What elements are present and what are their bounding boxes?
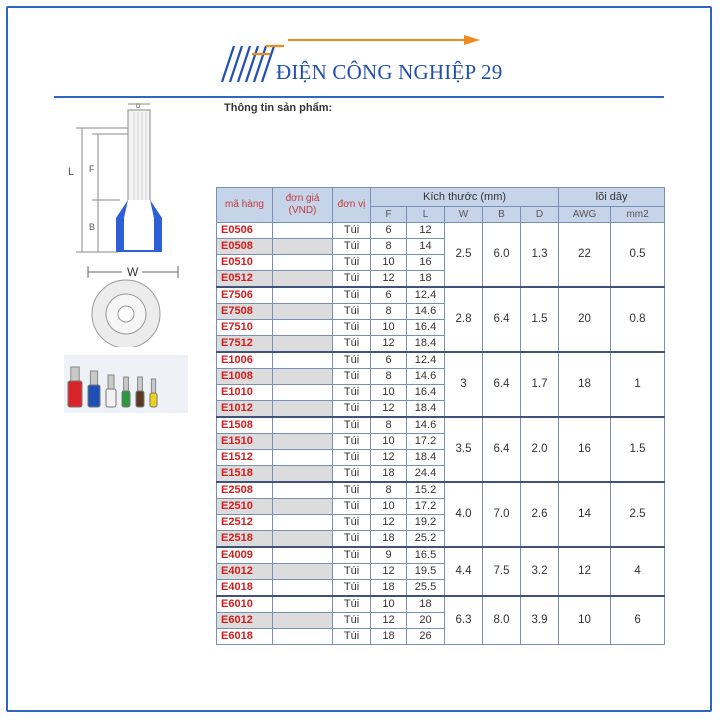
- unit: Túi: [333, 385, 371, 401]
- label-B: B: [89, 222, 96, 232]
- dim-D: 2.0: [521, 417, 559, 482]
- product-code: E4018: [217, 580, 273, 597]
- dim-W: 4.0: [445, 482, 483, 547]
- dim-F: 18: [371, 629, 407, 645]
- dim-L: 19.2: [407, 515, 445, 531]
- unit-price: [273, 352, 333, 369]
- unit-price: [273, 336, 333, 353]
- header-unit: đơn vị: [333, 188, 371, 223]
- unit-price: [273, 369, 333, 385]
- wire-awg: 18: [559, 352, 611, 417]
- dim-F: 10: [371, 499, 407, 515]
- dim-L: 14.6: [407, 417, 445, 434]
- dim-L: 24.4: [407, 466, 445, 483]
- dim-L: 26: [407, 629, 445, 645]
- unit: Túi: [333, 369, 371, 385]
- ferrule-top-view: [78, 262, 188, 347]
- dim-F: 12: [371, 401, 407, 418]
- unit: Túi: [333, 401, 371, 418]
- dim-F: 6: [371, 287, 407, 304]
- dim-F: 12: [371, 271, 407, 288]
- dim-W: 3: [445, 352, 483, 417]
- unit: Túi: [333, 596, 371, 613]
- dim-L: 18.4: [407, 401, 445, 418]
- dim-L: 18.4: [407, 450, 445, 466]
- unit: Túi: [333, 239, 371, 255]
- ferrule-sleeve: [88, 385, 100, 407]
- table-row: [217, 417, 665, 434]
- unit: Túi: [333, 547, 371, 564]
- product-code: E6018: [217, 629, 273, 645]
- product-code: E7506: [217, 287, 273, 304]
- dim-W: 2.8: [445, 287, 483, 352]
- dim-D: 1.7: [521, 352, 559, 417]
- unit-price: [273, 417, 333, 434]
- dim-L: 20: [407, 613, 445, 629]
- product-code: E1006: [217, 352, 273, 369]
- dim-F: 6: [371, 352, 407, 369]
- unit-price: [273, 499, 333, 515]
- wire-awg: 10: [559, 596, 611, 645]
- unit: Túi: [333, 223, 371, 239]
- label-W: W: [127, 265, 139, 279]
- spec-table: [216, 187, 665, 645]
- dim-L: 14: [407, 239, 445, 255]
- dim-L: 15.2: [407, 482, 445, 499]
- dim-B: 6.4: [483, 287, 521, 352]
- product-code: E2518: [217, 531, 273, 548]
- product-code: E4012: [217, 564, 273, 580]
- unit: Túi: [333, 515, 371, 531]
- dim-F: 10: [371, 434, 407, 450]
- table-row: [217, 287, 665, 304]
- product-code: E0506: [217, 223, 273, 239]
- wire-mm2: 6: [611, 596, 665, 645]
- unit: Túi: [333, 499, 371, 515]
- dim-D: 1.3: [521, 223, 559, 288]
- unit-price: [273, 466, 333, 483]
- dim-L: 18.4: [407, 336, 445, 353]
- product-code: E1508: [217, 417, 273, 434]
- dim-F: 12: [371, 564, 407, 580]
- product-code: E7508: [217, 304, 273, 320]
- wire-awg: 14: [559, 482, 611, 547]
- unit-price: [273, 434, 333, 450]
- dim-W: 2.5: [445, 223, 483, 288]
- product-code: E6010: [217, 596, 273, 613]
- dim-L: 16.4: [407, 385, 445, 401]
- wire-mm2: 0.5: [611, 223, 665, 288]
- unit-price: [273, 531, 333, 548]
- dim-L: 14.6: [407, 304, 445, 320]
- dim-L: 17.2: [407, 499, 445, 515]
- dim-L: 16.5: [407, 547, 445, 564]
- dim-F: 12: [371, 515, 407, 531]
- dim-F: 10: [371, 320, 407, 336]
- unit-price: [273, 547, 333, 564]
- dim-L: 18: [407, 596, 445, 613]
- product-code: E1518: [217, 466, 273, 483]
- unit-price: [273, 596, 333, 613]
- table-row: [217, 547, 665, 564]
- header-awg: AWG: [559, 207, 611, 223]
- unit: Túi: [333, 352, 371, 369]
- divider: [54, 96, 664, 98]
- unit-price: [273, 287, 333, 304]
- label-L: L: [68, 166, 75, 178]
- ferrule-sleeve: [68, 381, 82, 407]
- dim-F: 6: [371, 223, 407, 239]
- unit: Túi: [333, 417, 371, 434]
- dim-F: 8: [371, 417, 407, 434]
- dim-L: 16: [407, 255, 445, 271]
- product-code: E0512: [217, 271, 273, 288]
- dim-D: 3.2: [521, 547, 559, 596]
- header-mm2: mm2: [611, 207, 665, 223]
- wire-mm2: 1.5: [611, 417, 665, 482]
- dim-F: 8: [371, 369, 407, 385]
- product-code: E2508: [217, 482, 273, 499]
- dim-D: 1.5: [521, 287, 559, 352]
- dim-W: 4.4: [445, 547, 483, 596]
- product-code: E7512: [217, 336, 273, 353]
- dim-L: 18: [407, 271, 445, 288]
- label-D: D: [136, 104, 141, 110]
- unit-price: [273, 401, 333, 418]
- unit: Túi: [333, 434, 371, 450]
- dim-D: 2.6: [521, 482, 559, 547]
- unit: Túi: [333, 564, 371, 580]
- unit-price: [273, 580, 333, 597]
- unit-price: [273, 255, 333, 271]
- unit-price: [273, 629, 333, 645]
- dim-B: 6.4: [483, 417, 521, 482]
- label-F: F: [89, 164, 95, 174]
- dim-B: 7.0: [483, 482, 521, 547]
- dim-F: 18: [371, 466, 407, 483]
- dim-L: 25.5: [407, 580, 445, 597]
- dim-L: 12: [407, 223, 445, 239]
- table-row: [217, 352, 665, 369]
- unit-price: [273, 385, 333, 401]
- unit-price: [273, 482, 333, 499]
- ferrule-sleeve: [122, 391, 130, 407]
- ferrule-sleeve: [106, 389, 116, 407]
- table-row: [217, 596, 665, 613]
- dim-L: 12.4: [407, 287, 445, 304]
- table-row: [217, 223, 665, 239]
- product-code: E0508: [217, 239, 273, 255]
- unit: Túi: [333, 466, 371, 483]
- unit: Túi: [333, 580, 371, 597]
- dim-F: 8: [371, 482, 407, 499]
- dim-F: 8: [371, 304, 407, 320]
- dim-F: 8: [371, 239, 407, 255]
- dim-W: 3.5: [445, 417, 483, 482]
- wire-awg: 22: [559, 223, 611, 288]
- dim-F: 10: [371, 255, 407, 271]
- dim-F: 18: [371, 531, 407, 548]
- table-row: [217, 482, 665, 499]
- dim-B: 6.4: [483, 352, 521, 417]
- header-size-group: Kích thước (mm): [371, 188, 559, 207]
- dim-D: 3.9: [521, 596, 559, 645]
- header-D: D: [521, 207, 559, 223]
- ferrule-sleeve: [150, 393, 157, 407]
- product-code: E1008: [217, 369, 273, 385]
- dim-F: 12: [371, 613, 407, 629]
- unit: Túi: [333, 629, 371, 645]
- unit-price: [273, 450, 333, 466]
- product-code: E6012: [217, 613, 273, 629]
- header-wire-group: lõi dây: [559, 188, 665, 207]
- unit: Túi: [333, 287, 371, 304]
- dim-L: 14.6: [407, 369, 445, 385]
- dim-F: 9: [371, 547, 407, 564]
- dim-L: 16.4: [407, 320, 445, 336]
- wire-mm2: 0.8: [611, 287, 665, 352]
- dim-F: 12: [371, 336, 407, 353]
- dim-L: 25.2: [407, 531, 445, 548]
- unit-price: [273, 613, 333, 629]
- unit-price: [273, 320, 333, 336]
- unit: Túi: [333, 255, 371, 271]
- unit-price: [273, 515, 333, 531]
- unit-price: [273, 223, 333, 239]
- spec-table-body: [217, 223, 665, 645]
- dim-F: 18: [371, 580, 407, 597]
- product-code: E2510: [217, 499, 273, 515]
- wire-mm2: 1: [611, 352, 665, 417]
- unit-price: [273, 239, 333, 255]
- section-title: Thông tin sản phẩm:: [224, 102, 333, 114]
- unit: Túi: [333, 450, 371, 466]
- product-code: E4009: [217, 547, 273, 564]
- header-F: F: [371, 207, 407, 223]
- unit: Túi: [333, 336, 371, 353]
- product-code: E1010: [217, 385, 273, 401]
- ferrule-product-photo: [64, 355, 188, 413]
- unit-price: [273, 564, 333, 580]
- dim-F: 10: [371, 596, 407, 613]
- wire-mm2: 2.5: [611, 482, 665, 547]
- product-code: E2512: [217, 515, 273, 531]
- header-code: mã hàng: [217, 188, 273, 223]
- ferrule-sleeve: [136, 391, 144, 407]
- unit: Túi: [333, 304, 371, 320]
- unit-price: [273, 304, 333, 320]
- dim-B: 7.5: [483, 547, 521, 596]
- product-code: E1012: [217, 401, 273, 418]
- header-W: W: [445, 207, 483, 223]
- unit: Túi: [333, 271, 371, 288]
- unit: Túi: [333, 320, 371, 336]
- dim-F: 10: [371, 385, 407, 401]
- dim-B: 8.0: [483, 596, 521, 645]
- wire-mm2: 4: [611, 547, 665, 596]
- header-price: đơn giá (VND): [273, 188, 333, 223]
- product-code: E1512: [217, 450, 273, 466]
- product-code: E7510: [217, 320, 273, 336]
- unit-price: [273, 271, 333, 288]
- dim-B: 6.0: [483, 223, 521, 288]
- header-L: L: [407, 207, 445, 223]
- wire-awg: 12: [559, 547, 611, 596]
- wire-awg: 20: [559, 287, 611, 352]
- ferrule-dimension-drawing: [58, 100, 188, 260]
- dim-F: 12: [371, 450, 407, 466]
- brand-name: ĐIỆN CÔNG NGHIỆP 29: [276, 60, 503, 84]
- unit: Túi: [333, 613, 371, 629]
- dim-L: 17.2: [407, 434, 445, 450]
- unit: Túi: [333, 531, 371, 548]
- unit: Túi: [333, 482, 371, 499]
- dim-W: 6.3: [445, 596, 483, 645]
- product-code: E1510: [217, 434, 273, 450]
- dim-L: 12.4: [407, 352, 445, 369]
- dim-L: 19.5: [407, 564, 445, 580]
- product-code: E0510: [217, 255, 273, 271]
- header-B: B: [483, 207, 521, 223]
- wire-awg: 16: [559, 417, 611, 482]
